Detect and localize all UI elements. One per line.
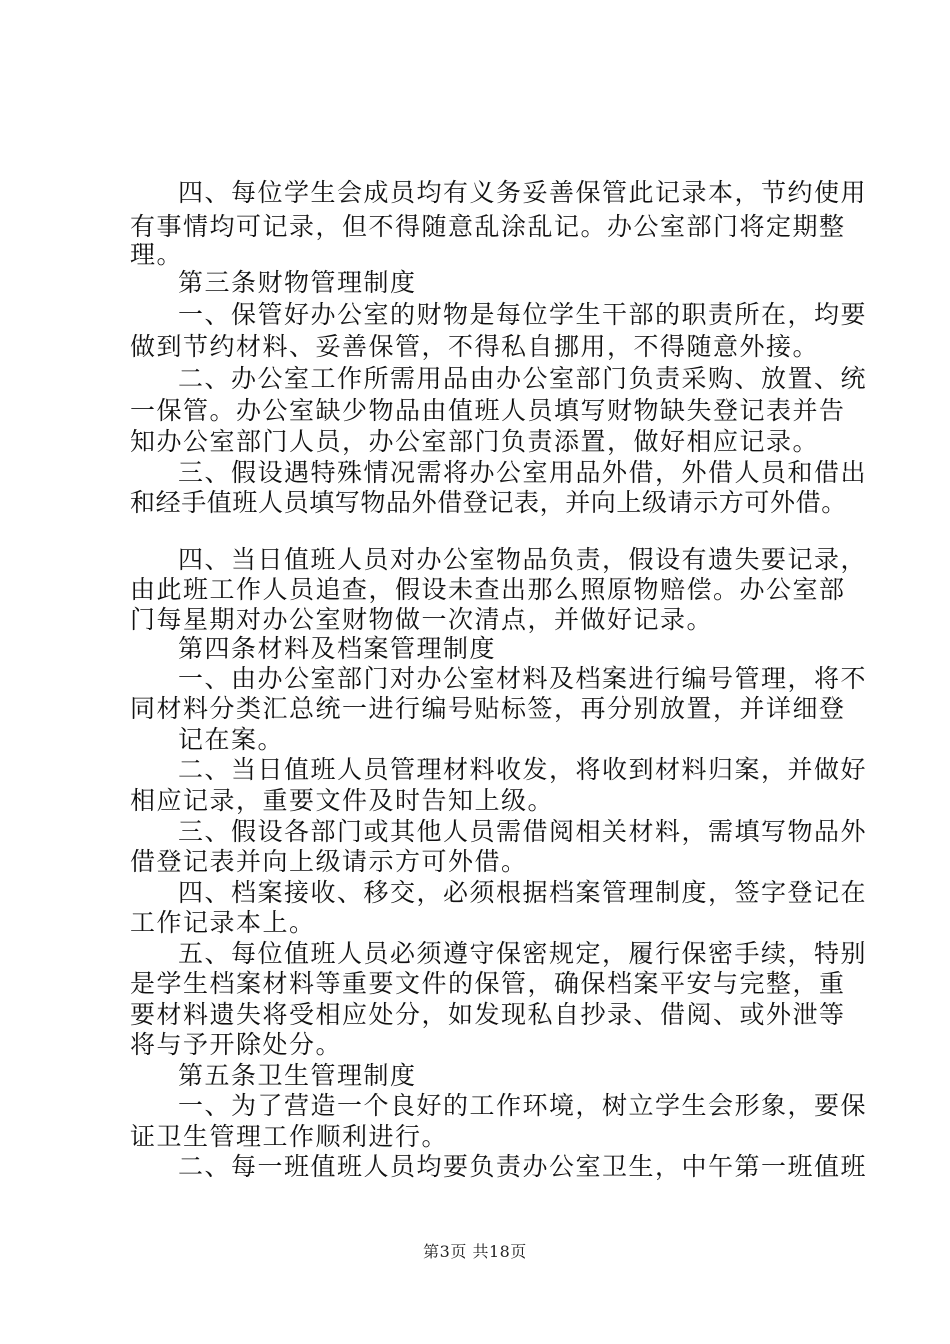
text-line: 有事情均可记录，但不得随意乱涂乱记。办公室部门将定期整 <box>130 212 846 241</box>
text-line: 四、当日值班人员对办公室物品负责，假设有遗失要记录， <box>178 545 868 574</box>
text-line: 二、每一班值班人员均要负责办公室卫生，中午第一班值班 <box>178 1152 868 1181</box>
text-line: 相应记录，重要文件及时告知上级。 <box>130 786 555 815</box>
section-heading: 第五条卫生管理制度 <box>178 1061 417 1090</box>
text-line: 证卫生管理工作顺利进行。 <box>130 1122 449 1151</box>
text-line: 二、办公室工作所需用品由办公室部门负责采购、放置、统 <box>178 364 868 393</box>
section-heading: 第三条财物管理制度 <box>178 268 417 297</box>
text-line: 四、档案接收、移交，必须根据档案管理制度，签字登记在 <box>178 878 868 907</box>
text-line: 二、当日值班人员管理材料收发，将收到材料归案，并做好 <box>178 755 868 784</box>
text-line: 和经手值班人员填写物品外借登记表，并向上级请示方可外借。 <box>130 488 847 517</box>
text-line: 四、每位学生会成员均有义务妥善保管此记录本，节约使用 <box>178 178 868 207</box>
text-line: 一、保管好办公室的财物是每位学生干部的职责所在，均要 <box>178 300 868 329</box>
text-line: 借登记表并向上级请示方可外借。 <box>130 847 528 876</box>
text-line: 要材料遗失将受相应处分，如发现私自抄录、借阅、或外泄等 <box>130 1000 846 1029</box>
text-line: 同材料分类汇总统一进行编号贴标签，再分别放置，并详细登 <box>130 694 846 723</box>
text-line: 知办公室部门人员，办公室部门负责添置，做好相应记录。 <box>130 427 820 456</box>
text-line: 做到节约材料、妥善保管，不得私自挪用，不得随意外接。 <box>130 332 820 361</box>
text-line: 记在案。 <box>178 725 285 754</box>
text-line: 三、假设遇特殊情况需将办公室用品外借，外借人员和借出 <box>178 458 868 487</box>
text-line: 一、为了营造一个良好的工作环境，树立学生会形象，要保 <box>178 1091 868 1120</box>
section-heading: 第四条材料及档案管理制度 <box>178 634 497 663</box>
text-line: 将与予开除处分。 <box>130 1030 343 1059</box>
page-number-footer: 第3页 共18页 <box>423 1242 527 1261</box>
text-line: 由此班工作人员追查，假设未查出那么照原物赔偿。办公室部 <box>130 575 846 604</box>
text-line: 三、假设各部门或其他人员需借阅相关材料，需填写物品外 <box>178 817 868 846</box>
text-line: 工作记录本上。 <box>130 908 316 937</box>
text-line: 一保管。办公室缺少物品由值班人员填写财物缺失登记表并告 <box>130 396 846 425</box>
text-line: 理。 <box>130 240 184 269</box>
text-line: 一、由办公室部门对办公室材料及档案进行编号管理，将不 <box>178 664 868 693</box>
text-line: 五、每位值班人员必须遵守保密规定，履行保密手续，特别 <box>178 939 868 968</box>
text-line: 门每星期对办公室财物做一次清点，并做好记录。 <box>130 605 714 634</box>
text-line: 是学生档案材料等重要文件的保管，确保档案平安与完整，重 <box>130 969 846 998</box>
